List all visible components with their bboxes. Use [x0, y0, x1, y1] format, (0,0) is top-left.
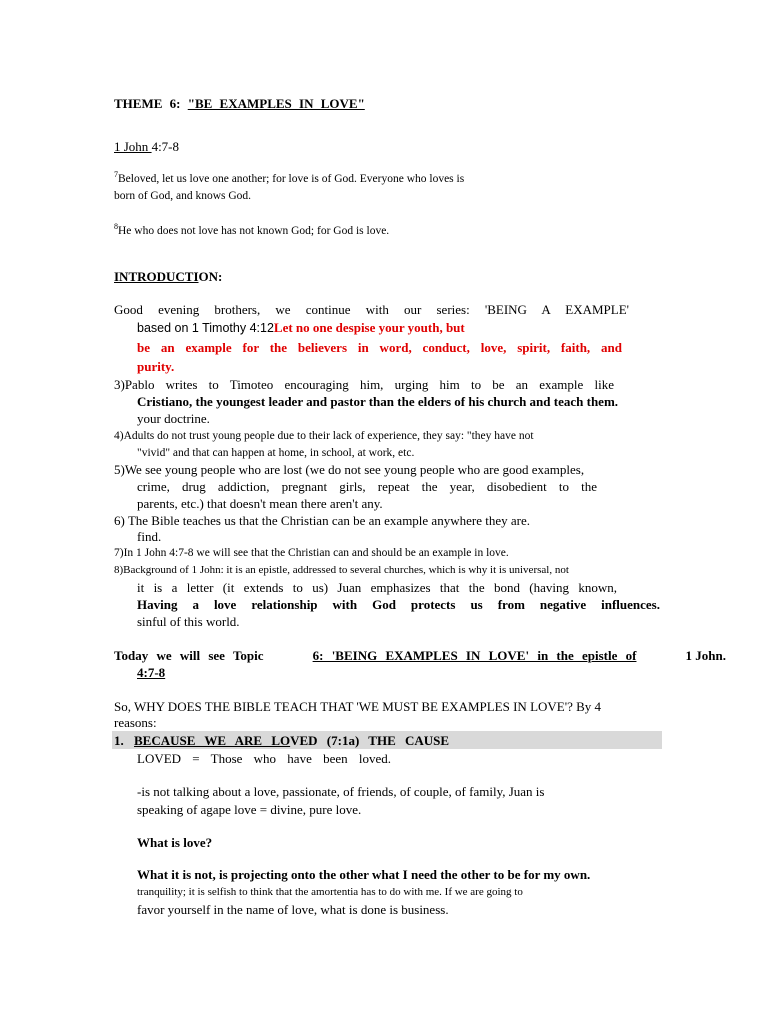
intro-p4-line-2: "vivid" and that can happen at home, in school, at work, etc. [137, 447, 415, 459]
point-1-definition: LOVED = Those who have been loved. [137, 751, 392, 766]
intro-p1-line-3: be an example for the believers in word, conduct, love, spirit, faith, and [137, 340, 622, 355]
introduction-heading [114, 269, 222, 285]
verse-8-text: He who does not love has not known God; for God is love. [118, 225, 390, 237]
intro-p3-line-1: 3)Pablo writes to Timoteo encouraging him, urging him to be an example like [114, 377, 614, 392]
verse-7-line-2: born of God, and knows God. [114, 190, 252, 202]
point-1-title-underlined: BECAUSE WE ARE LO [134, 733, 291, 748]
introduction-heading-underlined: INTRODUCTI [114, 269, 199, 284]
point-1-question: What is love? [137, 835, 213, 850]
verse-7-text: Beloved, let us love one another; for love is of God. Everyone who loves is [118, 173, 465, 185]
intro-p3-line-3: your doctrine. [137, 411, 210, 426]
introduction-heading-rest: ON: [198, 269, 223, 284]
intro-p3-line-2: Cristiano, the youngest leader and pastor than the elders of his church and teach them. [137, 394, 619, 409]
intro-p5-line-3: parents, etc.) that doesn't mean there aren't any. [137, 496, 383, 511]
intro-p8-line-3: Having a love relationship with God protects us from negative influences. [137, 597, 660, 612]
today-book: 1 John. [685, 648, 726, 663]
point-1-answer-line-1: What it is not, is projecting onto the other what I need the other to be for my own. [137, 867, 591, 882]
intro-p1-line-2 [137, 320, 465, 336]
intro-p1-line-4: purity. [137, 359, 175, 374]
why-line-1: So, WHY DOES THE BIBLE TEACH THAT 'WE MUST BE EXAMPLES IN LOVE'? By 4 [114, 699, 602, 714]
intro-p7-line-1: 7)In 1 John 4:7-8 we will see that the Christian can and should be an example in love. [114, 547, 509, 559]
intro-p5-line-1: 5)We see young people who are lost (we do not see young people who are good examples, [114, 462, 585, 477]
point-1-answer-line-3: favor yourself in the name of love, what is done is business. [137, 902, 449, 917]
intro-p5-line-2: crime, drug addiction, pregnant girls, repeat the year, disobedient to the [137, 479, 597, 494]
why-line-2: reasons: [114, 715, 157, 730]
verse-8-number: 8 [114, 222, 118, 232]
intro-p8-line-4: sinful of this world. [137, 614, 240, 629]
intro-p1-line-1: Good evening brothers, we continue with our series: 'BEING A EXAMPLE' [114, 302, 629, 317]
point-1-p1-line-2: speaking of agape love = divine, pure love. [137, 802, 362, 817]
verse-8 [114, 223, 389, 239]
verse-7-number: 7 [114, 170, 118, 180]
point-1-p1-line-1: -is not talking about a love, passionate, of friends, of couple, of family, Juan is [137, 784, 545, 799]
today-line-1 [114, 648, 726, 664]
scripture-reference [114, 139, 179, 155]
reference-verses: 4:7-8 [151, 139, 180, 154]
reference-book: 1 John [114, 139, 152, 154]
intro-p4-line-1: 4)Adults do not trust young people due to their lack of experience, they say: "they have not [114, 430, 534, 442]
today-line-2: 4:7-8 [137, 665, 166, 680]
theme-title: "BE EXAMPLES IN LOVE" [187, 96, 365, 111]
point-1-answer-line-2: tranquility; it is selfish to think that the amortentia has to do with me. If we are going to [137, 886, 523, 898]
intro-p8-line-2: it is a letter (it extends to us) Juan emphasizes that the bond (having known, [137, 580, 617, 595]
bible-reference: based on 1 Timothy 4:12 [137, 321, 274, 335]
intro-p8-line-1: 8)Background of 1 John: it is an epistle, addressed to several churches, which is why it is universal, not [114, 564, 569, 576]
point-1-heading [114, 733, 449, 749]
theme-number: THEME 6: [114, 96, 188, 111]
today-lead: Today we will see Topic [114, 648, 264, 663]
verse-7-line-1 [114, 171, 464, 187]
quote-red: Let no one despise your youth, but [273, 320, 465, 335]
intro-p6-line-1: 6) The Bible teaches us that the Christian can be an example anywhere they are. [114, 513, 530, 528]
point-1-number: 1. [114, 733, 124, 748]
point-1-title-rest: VED (7:1a) THE CAUSE [290, 733, 450, 748]
theme-heading [114, 96, 365, 112]
today-topic: 6: 'BEING EXAMPLES IN LOVE' in the epistle of [312, 648, 637, 663]
intro-p6-line-2: find. [137, 529, 162, 544]
